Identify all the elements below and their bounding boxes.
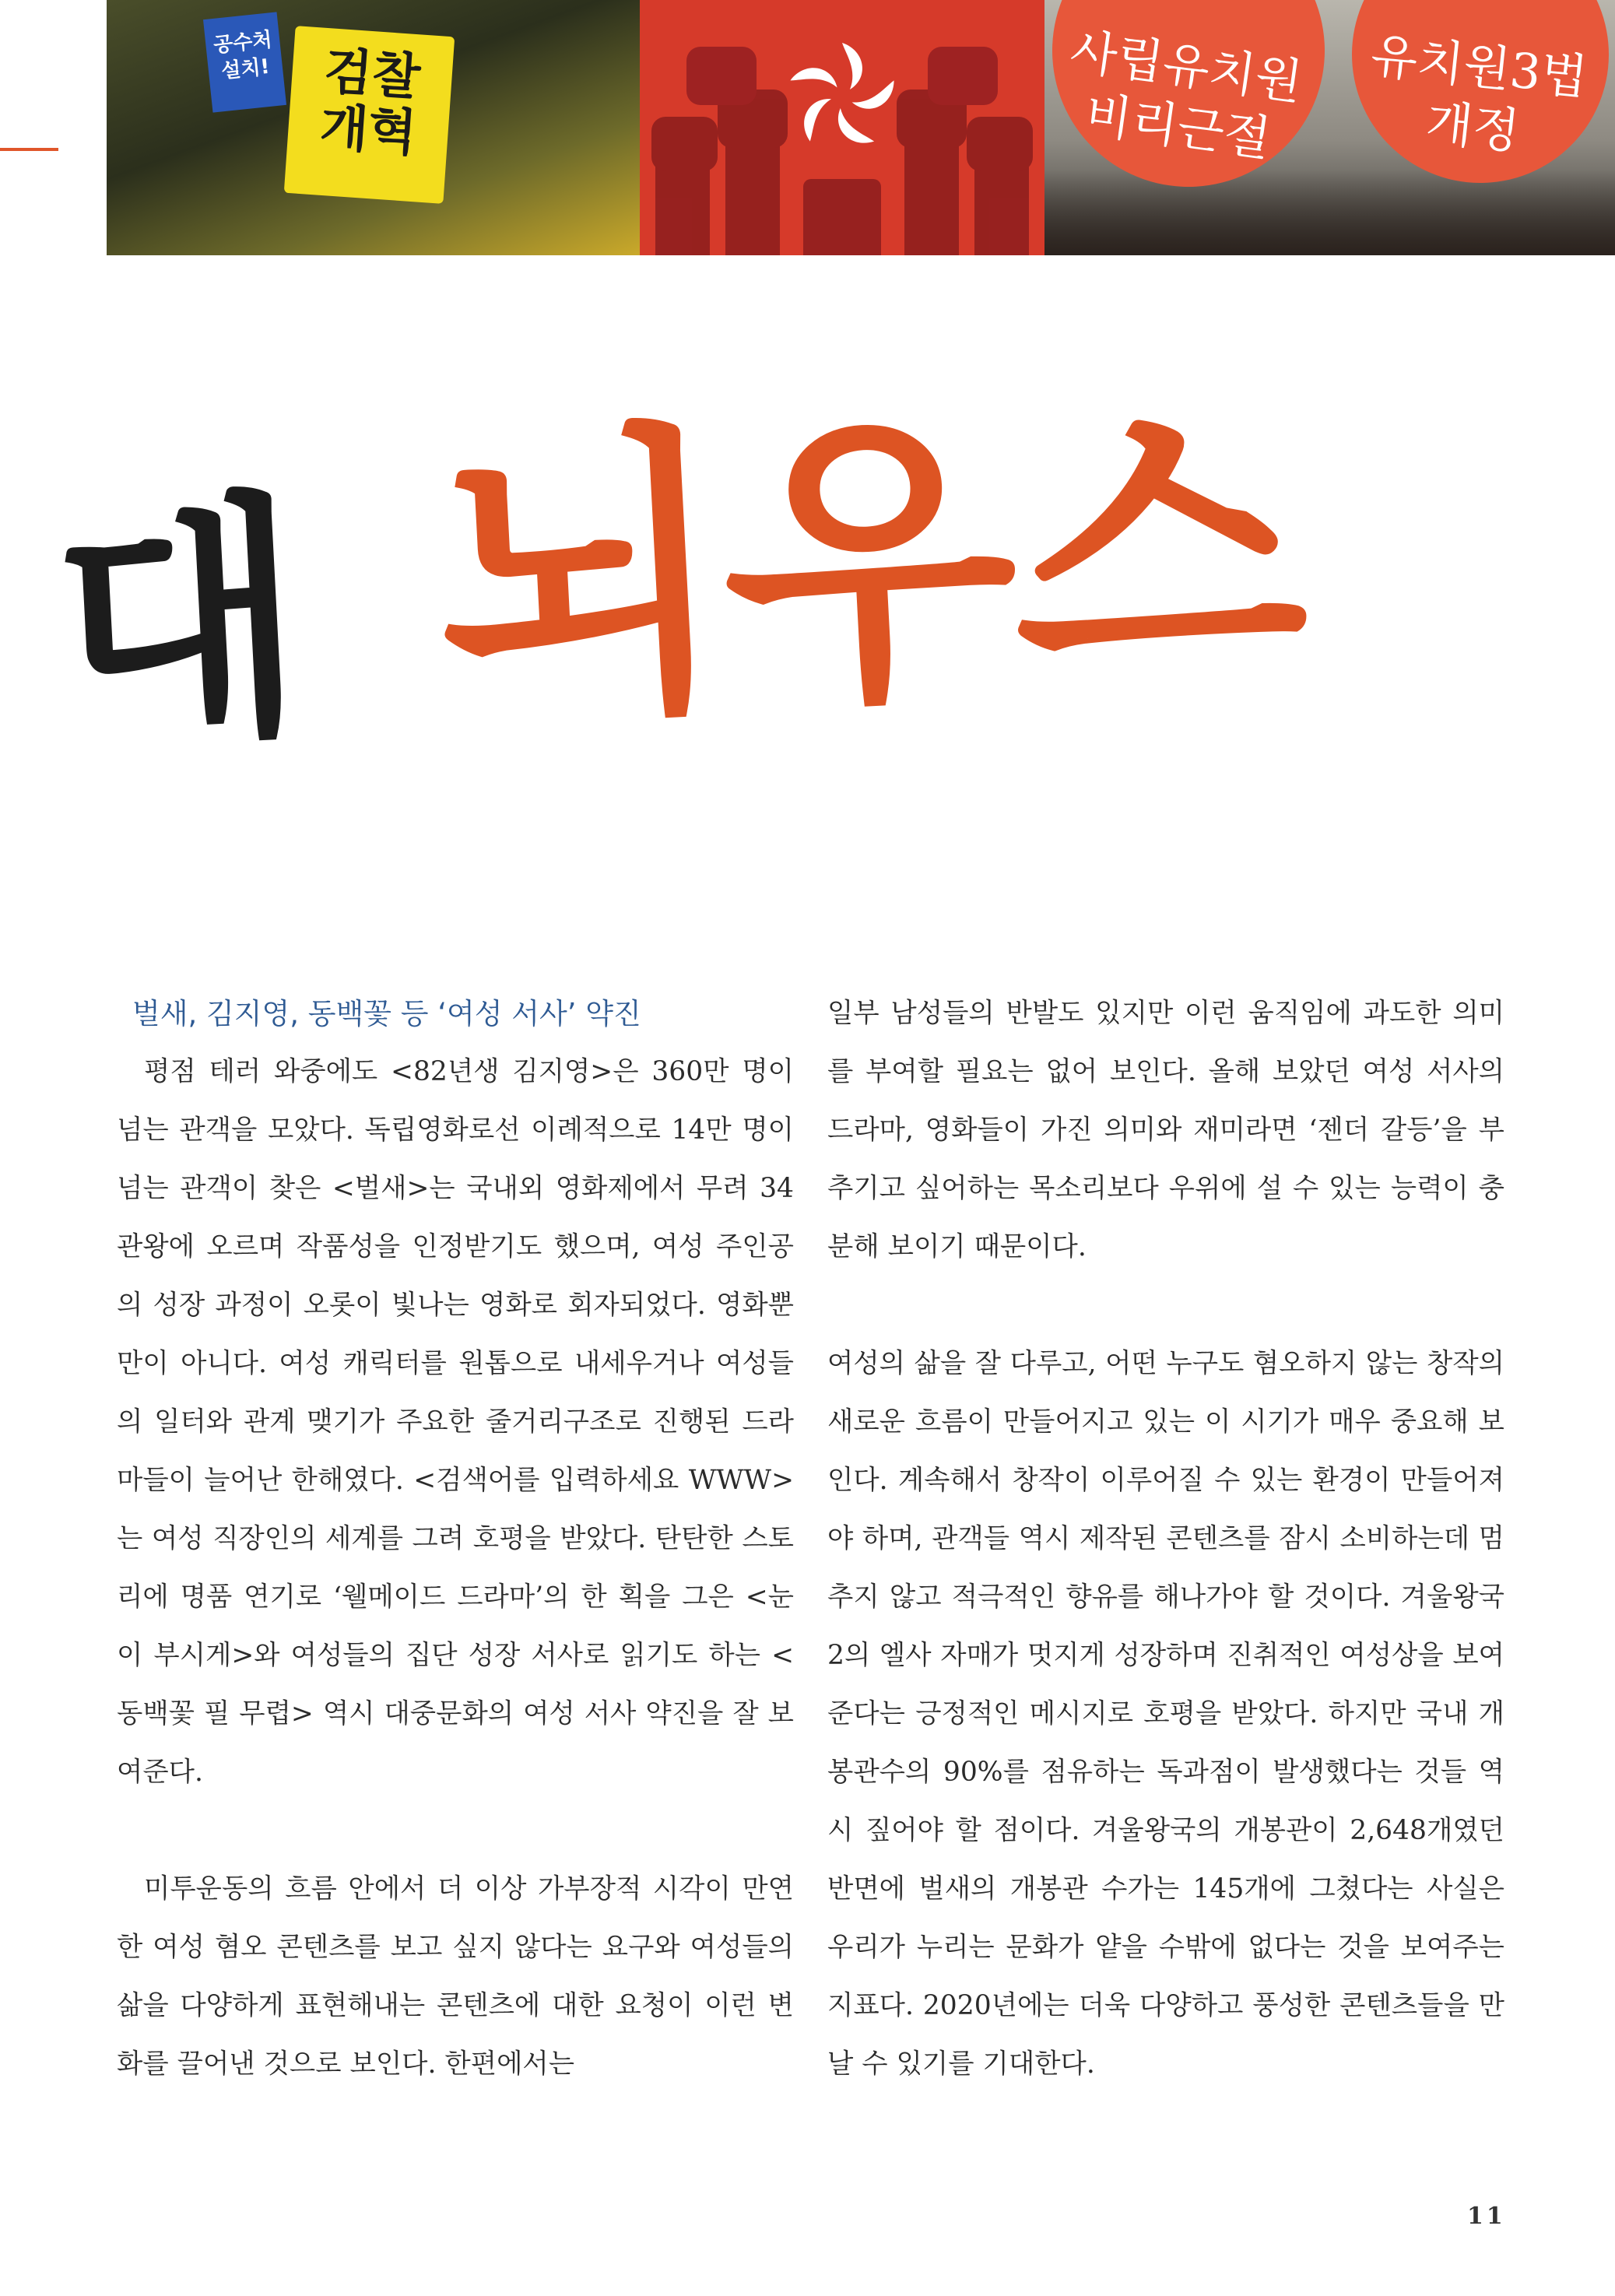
paragraph: 여성의 삶을 잘 다루고, 어떤 누구도 혐오하지 않는 창작의 새로운 흐름이 만들어지고 있는 이 시기가 매우 중요해 보인다. 계속해서 창작이 이루어질 수 있는 환경이 만들어져야 하며, 관객들 역시 제작된 콘텐츠를 잠시 소비하는데 멈추지 않고 적극적인 향유를 해나가야 할 것이다. 겨울왕국2의 엘사 자매가 멋지게 성장하며 진취적인 여성상을 보여준다는 긍정적인 메시지로 호평을 받았다. 하지만 국내 개봉관수의 90%를 점유하는 독과점이 발생했다는 것들 역시 짚어야 할 점이다. 겨울왕국의 개봉관이 2,648개였던 반면에 벌새의 개봉관 수가는 145개에 그쳤다는 사실은 우리가 누리는 문화가 얕을 수밖에 없다는 것을 보여주는 지표다. 2020년에는 더욱 다양하고 풍성한 콘텐츠들을 만날 수 있기를 기대한다. [827, 1348, 1504, 2080]
accent-line [0, 148, 58, 151]
illustration-hongkong-fists [640, 0, 1044, 255]
photo-protest-candlelight [107, 0, 640, 255]
page-number: 11 [1467, 2203, 1506, 2230]
title-prefix: 대 [47, 469, 304, 780]
left-column [117, 985, 794, 2094]
paragraph: 평점 테러 와중에도 <82년생 김지영>은 360만 명이 넘는 관객을 모았다. 독립영화로선 이례적으로 14만 명이 넘는 관객이 찾은 <벌새>는 국내외 영화제에서 무려 34관왕에 오르며 작품성을 인정받기도 했으며, 여성 주인공의 성장 과정이 오롯이 빛나는 영화로 회자되었다. 영화뿐만이 아니다. 여성 캐릭터를 원톱으로 내세우거나 여성들의 일터와 관계 맺기가 주요한 줄거리구조로 진행된 드라마들이 늘어난 한해였다. <검색어를 입력하세요 WWW>는 여성 직장인의 세계를 그려 호평을 받았다. 탄탄한 스토리에 명품 연기로 ‘웰메이드 드라마’의 한 획을 그은 <눈이 부시게>와 여성들의 집단 성장 서사로 읽기도 하는 <동백꽃 필 무렵> 역시 대중문화의 여성 서사 약진을 잘 보여준다. [117, 1056, 794, 1788]
paragraph: 미투운동의 흐름 안에서 더 이상 가부장적 시각이 만연한 여성 혐오 콘텐츠를 보고 싶지 않다는 요구와 여성들의 삶을 다양하게 표현해내는 콘텐츠에 대한 요청이 이런 변화를 끌어낸 것으로 보인다. 한편에서는 [117, 1873, 794, 2080]
raised-fists-icon [640, 0, 1044, 255]
protest-sign-kindergarten-law [1339, 0, 1615, 195]
sign-text: 사립유치원 비리근절 [1066, 22, 1306, 168]
section-subhead: 벌새, 김지영, 동백꽃 등 ‘여성 서사’ 약진 [132, 997, 641, 1030]
protest-sign-prosecution-reform: 검찰 개혁 [284, 26, 455, 204]
paragraph: 일부 남성들의 반발도 있지만 이런 움직임에 과도한 의미를 부여할 필요는 없어 보인다. 올해 보았던 여성 서사의 드라마, 영화들이 가진 의미와 재미라면 ‘젠더 갈등’을 부추기고 싶어하는 목소리보다 우위에 설 수 있는 능력이 충분해 보이기 때문이다. [827, 998, 1504, 1262]
page-title [45, 367, 1385, 793]
title-main: 뇌우스 [425, 365, 1309, 764]
sign-text: 유치원3법 개정 [1367, 26, 1590, 160]
bauhinia-flower-icon [790, 43, 900, 153]
protest-sign-small: 공수처 설치! [203, 12, 286, 112]
header-banner [107, 0, 1615, 255]
right-column [827, 985, 1504, 2094]
photo-kindergarten-protest [1044, 0, 1615, 255]
protesters-photo-area [1044, 170, 1615, 255]
